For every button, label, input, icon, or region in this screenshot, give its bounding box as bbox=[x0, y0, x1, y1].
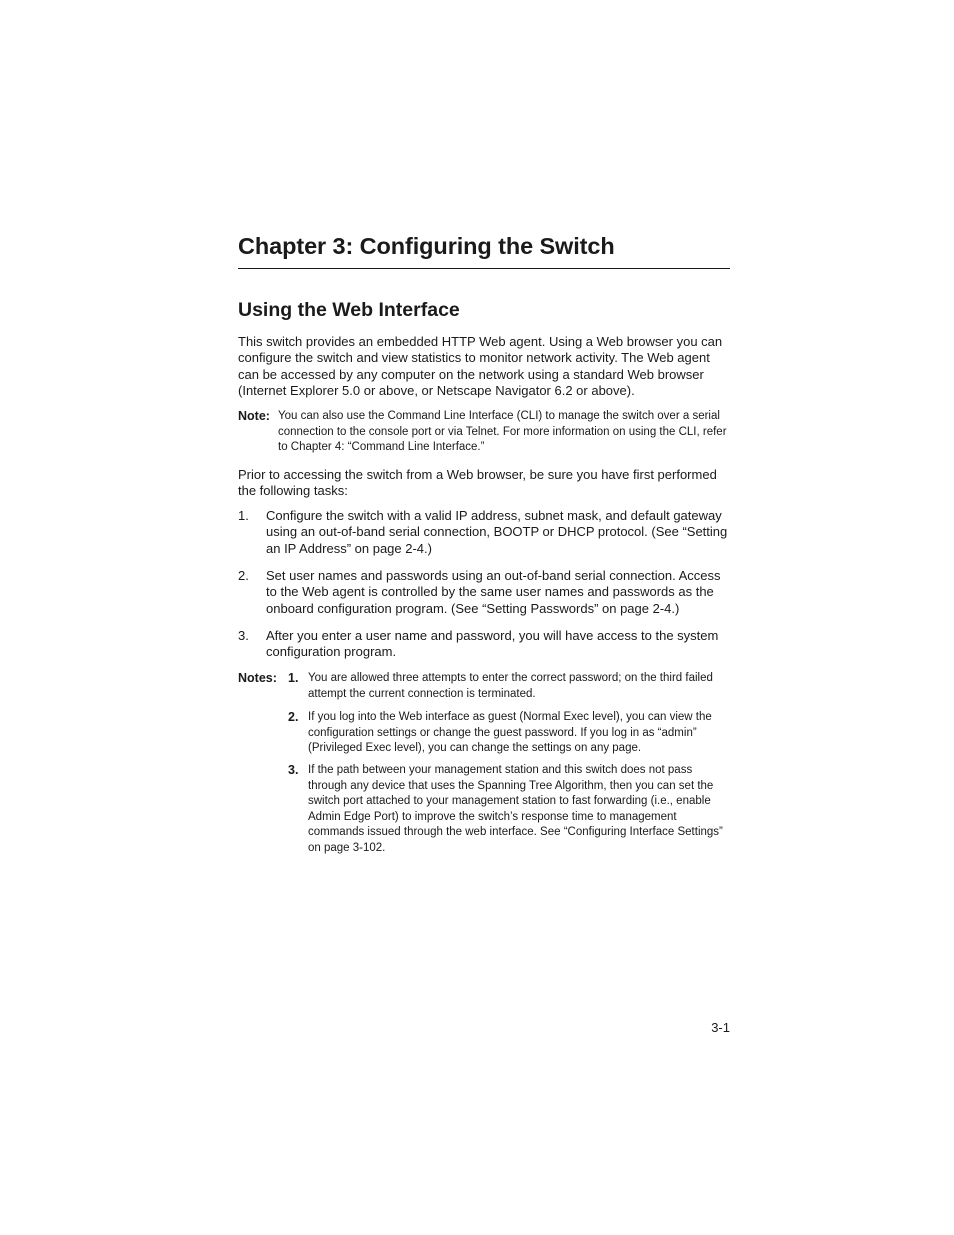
list-item-text: Set user names and passwords using an out-of-band serial connection. Access to the Web agent is controlled by the same user names and passwords as the onboard configuration program. (See “Setting Passwords” on page 2-4.) bbox=[266, 568, 721, 616]
notes-item-text: If you log into the Web interface as guest (Normal Exec level), you can view the configuration settings or change the guest password. If you log in as “admin” (Privileged Exec level), you can change the settings on any page. bbox=[308, 711, 712, 755]
notes-item bbox=[238, 763, 730, 857]
notes-item bbox=[238, 671, 730, 702]
list-item-number: 2. bbox=[238, 568, 249, 583]
notes-label: Notes: bbox=[238, 671, 277, 685]
prereq-paragraph: Prior to accessing the switch from a Web browser, be sure you have first performed the following tasks: bbox=[238, 467, 717, 499]
intro-paragraph: This switch provides an embedded HTTP Web agent. Using a Web browser you can configure the switch and view statistics to monitor network activity. The Web agent can be accessed by any computer on the network using a standard Web browser (Internet Explorer 5.0 or above, or Netscape Navigator 6.2 or above). bbox=[238, 334, 723, 398]
list-item-number: 1. bbox=[238, 508, 249, 523]
notes-item-text: You are allowed three attempts to enter the correct password; on the third failed attempt the current connection is terminated. bbox=[308, 672, 713, 700]
chapter-title: Chapter 3: Configuring the Switch bbox=[238, 233, 615, 259]
notes-item-number: 1. bbox=[288, 671, 299, 685]
note-text: You can also use the Command Line Interface (CLI) to manage the switch over a serial connection to the console port or via Telnet. For more information on using the CLI, refer to Chapter 4: “Command Line Interface.” bbox=[278, 410, 727, 453]
list-item bbox=[238, 508, 730, 557]
notes-item-text: If the path between your management station and this switch does not pass through any device that uses the Spanning Tree Algorithm, then you can set the switch port attached to your management station to fast forwarding (i.e., enable Admin Edge Port) to improve the switch’s response time to management commands issued through the web interface. See “Configuring Interface Settings” on page 3-102. bbox=[308, 764, 723, 854]
note-block bbox=[238, 409, 730, 456]
page-number: 3-1 bbox=[711, 1020, 730, 1035]
list-item-number: 3. bbox=[238, 628, 249, 643]
list-item-text: Configure the switch with a valid IP address, subnet mask, and default gateway using an out-of-band serial connection, BOOTP or DHCP protocol. (See “Setting an IP Address” on page 2-4.) bbox=[266, 508, 728, 556]
notes-item bbox=[238, 710, 730, 757]
list-item bbox=[238, 628, 730, 661]
section-title: Using the Web Interface bbox=[238, 299, 460, 321]
chapter-divider bbox=[238, 268, 730, 269]
list-item-text: After you enter a user name and password, you will have access to the system configuration program. bbox=[266, 628, 719, 660]
notes-item-number: 3. bbox=[288, 763, 299, 777]
list-item bbox=[238, 568, 730, 617]
note-label: Note: bbox=[238, 409, 270, 423]
notes-item-number: 2. bbox=[288, 710, 299, 724]
